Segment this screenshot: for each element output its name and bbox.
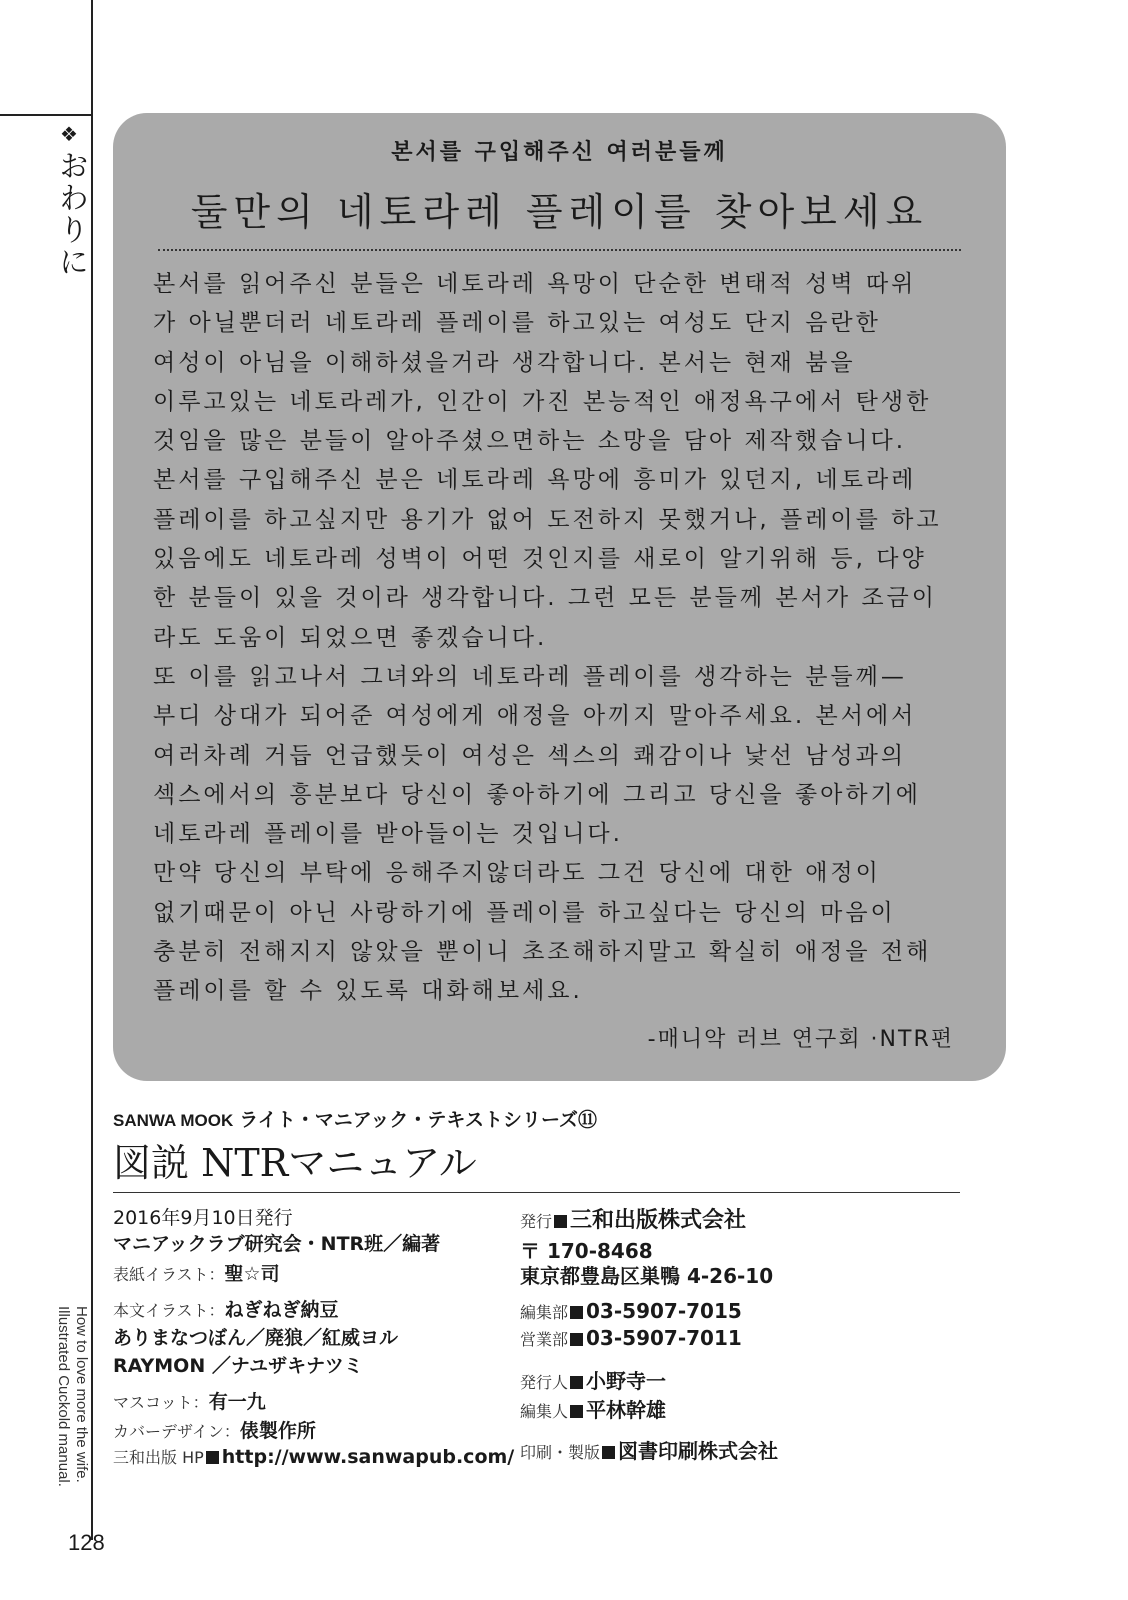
body-line: 있음에도 네토라레 성벽이 어떤 것인지를 새로이 알기위해 등, 다양 [153, 546, 927, 573]
body-line: 여러차례 거듭 언급했듯이 여성은 섹스의 쾌감이나 낯선 남성과의 [153, 742, 907, 769]
message-body [153, 265, 973, 1012]
printer-label: 印刷・製版 [520, 1443, 601, 1462]
message-subtitle: 본서를 구입해주신 여러분들께 [391, 140, 728, 165]
series-prefix: SANWA MOOK [113, 1111, 234, 1130]
book-title: 図説 NTRマニュアル [113, 1141, 477, 1185]
body-illust-name-1: ねぎねぎ納豆 [224, 1299, 339, 1321]
body-line: 섹스에서의 흥분보다 당신이 좋아하기에 그리고 당신을 좋아하기에 [153, 781, 921, 808]
square-bullet-icon [570, 1333, 583, 1346]
publisher-label: 発行 [520, 1212, 553, 1231]
body-line: 것임을 많은 분들이 알아주셨으면하는 소망을 담아 제작했습니다. [153, 428, 907, 455]
body-illust-credit [113, 1295, 339, 1322]
margin-header-rule [0, 114, 91, 116]
body-illust-name-2: ありまなつぼん／廃狼／紅威ヨル [113, 1327, 399, 1349]
postal-code: 〒 170-8468 [520, 1239, 653, 1263]
mascot-name: 有一九 [208, 1391, 266, 1413]
publish-date: 2016年9月10日発行 [113, 1207, 293, 1229]
square-bullet-icon [570, 1376, 583, 1389]
body-line: 충분히 전해지지 않았을 뿐이니 초조해하지말고 확실히 애정을 전해 [153, 939, 932, 966]
cover-illust-label: 表紙イラスト： [113, 1265, 225, 1284]
homepage-label: 三和出版 HP [113, 1448, 204, 1467]
body-line: 한 분들이 있을 것이라 생각합니다. 그런 모든 분들께 본서가 조금이 [153, 585, 937, 612]
issuer-name: 小野寺一 [586, 1369, 667, 1393]
cover-design-credit [113, 1416, 316, 1443]
body-line: 가 아닐뿐더러 네토라레 플레이를 하고있는 여성도 단지 음란한 [153, 310, 881, 337]
body-line: 부디 상대가 되어준 여성에게 애정을 아끼지 말아주세요. 본서에서 [153, 703, 917, 730]
sales-label: 営業部 [520, 1330, 569, 1349]
cover-design-name: 俵製作所 [239, 1420, 316, 1442]
body-line: 라도 도움이 되었으면 좋겠습니다. [153, 624, 548, 651]
body-line: 없기때문이 아닌 사랑하기에 플레이를 하고싶다는 당신의 마음이 [153, 899, 896, 926]
editor-name: 平林幹雄 [586, 1398, 667, 1422]
body-line: 플레이를 할 수 있도록 대화해보세요. [153, 978, 583, 1005]
body-line: 본서를 구입해주신 분은 네토라레 욕망에 흥미가 있던지, 네토라레 [153, 467, 917, 494]
cover-design-label: カバーデザイン： [113, 1422, 240, 1441]
editorial-label: 編集部 [520, 1303, 569, 1322]
square-bullet-icon [554, 1215, 567, 1228]
body-line: 여성이 아님을 이해하셨을거라 생각합니다. 본서는 현재 붐을 [153, 349, 856, 376]
homepage-url: http://www.sanwapub.com/ [221, 1446, 515, 1468]
square-bullet-icon [570, 1405, 583, 1418]
series-line [113, 1105, 597, 1132]
dotted-divider [158, 249, 961, 251]
body-line: 본서를 읽어주신 분들은 네토라레 욕망이 단순한 변태적 성벽 따위 [153, 271, 917, 297]
issuer-line [520, 1365, 666, 1394]
body-line: 이루고있는 네토라레가, 인간이 가진 본능적인 애정욕구에서 탄생한 [153, 388, 932, 415]
body-illust-name-3: RAYMON ／ナユザキナツミ [113, 1355, 363, 1377]
editor-line [520, 1394, 666, 1423]
square-bullet-icon [602, 1446, 615, 1459]
mascot-label: マスコット： [113, 1393, 209, 1412]
series-name: ライト・マニアック・テキストシリーズ⑪ [239, 1110, 598, 1131]
message-box [113, 113, 1006, 1081]
square-bullet-icon [570, 1306, 583, 1319]
address: 東京都豊島区巣鴨 4-26-10 [520, 1264, 774, 1288]
mascot-credit [113, 1387, 266, 1414]
diamond-ornament-icon: ❖ [60, 122, 78, 146]
page-number: 128 [68, 1530, 105, 1555]
message-signature: -매니악 러브 연구회 ·NTR편 [647, 1027, 954, 1052]
body-line: 만약 당신의 부탁에 응해주지않더라도 그건 당신에 대한 애정이 [153, 860, 881, 887]
square-bullet-icon [206, 1451, 219, 1464]
sales-phone-line [520, 1326, 742, 1350]
body-line: 또 이를 읽고나서 그녀와의 네토라레 플레이를 생각하는 분들께— [153, 663, 907, 690]
cover-illust-name: 聖☆司 [224, 1263, 280, 1285]
sales-phone: 03-5907-7011 [586, 1326, 742, 1350]
side-english-caption: How to love more the wife. Illustrated Cuckold manual. [55, 1306, 90, 1487]
margin-vertical-rule [91, 0, 93, 1540]
printer-line [520, 1435, 778, 1464]
publisher-name: 三和出版株式会社 [570, 1208, 747, 1233]
editorial-phone: 03-5907-7015 [586, 1299, 742, 1323]
body-line: 네토라레 플레이를 받아들이는 것입니다. [153, 821, 623, 848]
homepage-credit [113, 1445, 514, 1468]
body-illust-label: 本文イラスト： [113, 1301, 225, 1320]
editorial-phone-line [520, 1299, 742, 1323]
message-title: 둘만의 네토라레 플레이를 찾아보세요 [190, 190, 929, 234]
colophon-rule [113, 1192, 960, 1193]
publisher-line [520, 1203, 746, 1234]
printer-name: 図書印刷株式会社 [618, 1439, 779, 1463]
authors: マニアックラブ研究会・NTR班／編著 [113, 1233, 441, 1255]
issuer-label: 発行人 [520, 1373, 569, 1392]
body-line: 플레이를 하고싶지만 용기가 없어 도전하지 못했거나, 플레이를 하고 [153, 506, 942, 533]
editor-label: 編集人 [520, 1402, 569, 1421]
section-title: おわりに [53, 150, 88, 278]
cover-illust-credit [113, 1259, 280, 1286]
